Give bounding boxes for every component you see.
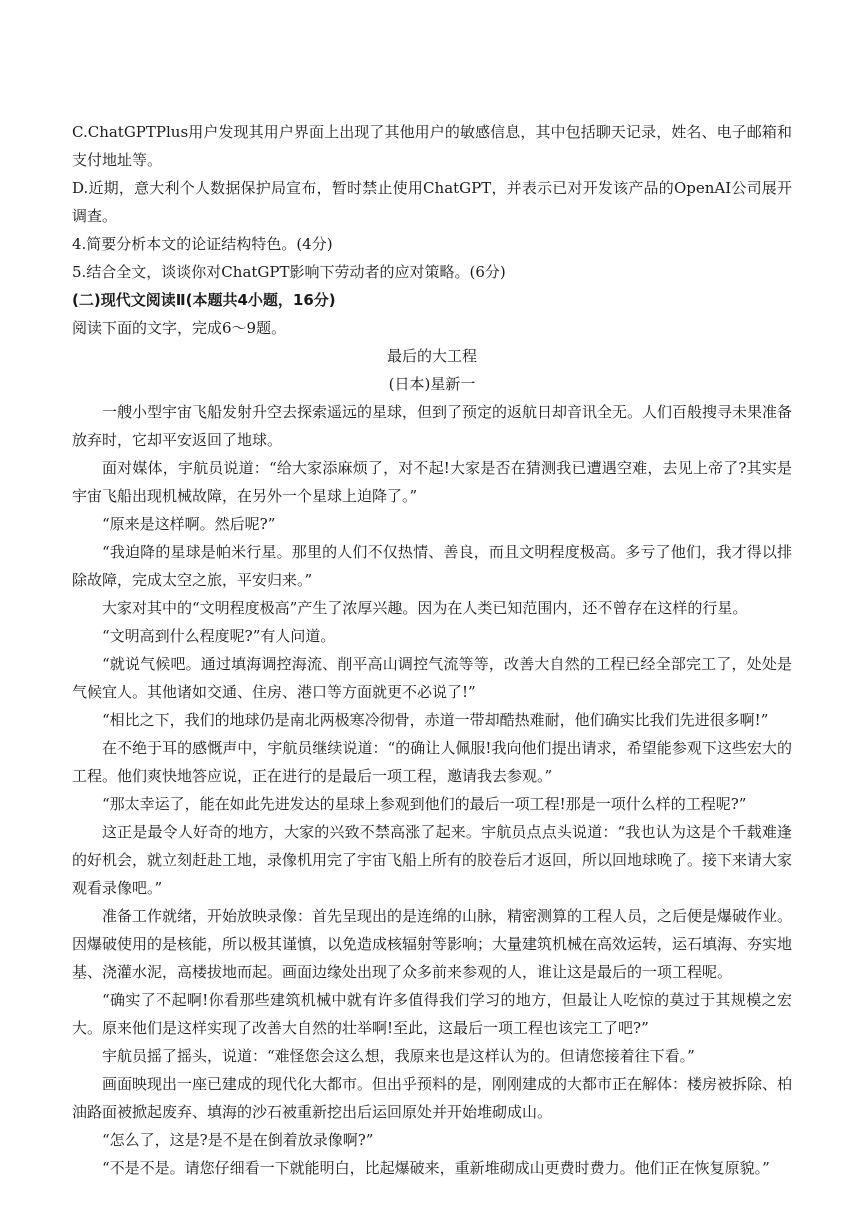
- story-paragraph: “原来是这样啊。然后呢?”: [102, 515, 276, 533]
- story-paragraph: 一艘小型宇宙飞船发射升空去探索遥远的星球，但到了预定的返航日却音讯全无。人们百般搜寻未果准备放弃时，它却平安返回了地球。: [72, 403, 793, 449]
- story-paragraph: 面对媒体，宇航员说道：“给大家添麻烦了，对不起!大家是否在猜测我已遭遇空难，去见上帝了?其实是宇宙飞船出现机械故障，在另外一个星球上迫降了。”: [72, 459, 792, 505]
- story-paragraph: 准备工作就绪，开始放映录像：首先呈现出的是连绵的山脉，精密测算的工程人员，之后便是爆破作业。因爆破使用的是核能，所以极其谨慎，以免造成核辐射等影响；大量建筑机械在高效运转，运石填海、夯实地基、浇灌水泥，高楼拔地而起。画面边缘处出现了众多前来参观的人，谁让这是最后的一项工程呢。: [72, 907, 793, 981]
- section-heading: (二)现代文阅读Ⅱ(本题共4小题，16分): [72, 291, 336, 309]
- story-paragraph: “不是不是。请您仔细看一下就能明白，比起爆破来，重新堆砌成山更费时费力。他们正在恢复原貌。”: [102, 1159, 770, 1177]
- story-paragraph: “我迫降的星球是帕米行星。那里的人们不仅热情、善良，而且文明程度极高。多亏了他们，我才得以排除故障，完成太空之旅，平安归来。”: [72, 543, 792, 589]
- story-paragraph: “文明高到什么程度呢?”有人问道。: [102, 627, 336, 645]
- story-paragraph: “怎么了，这是?是不是在倒着放录像啊?”: [102, 1131, 374, 1149]
- story-paragraph: 这正是最令人好奇的地方，大家的兴致不禁高涨了起来。宇航员点点头说道：“我也认为这是个千载难逢的好机会，就立刻赶赴工地，录像机用完了宇宙飞船上所有的胶卷后才返回，所以回地球晚了。接下来请大家观看录像吧。”: [72, 823, 793, 897]
- document-page: [72, 118, 792, 1182]
- story-paragraph: “确实了不起啊!你看那些建筑机械中就有许多值得我们学习的地方，但最让人吃惊的莫过于其规模之宏大。原来他们是这样实现了改善大自然的壮举啊!至此，这最后一项工程也该完工了吧?”: [72, 991, 792, 1037]
- story-author: (日本)星新一: [388, 375, 476, 393]
- question-5: 5.结合全文，谈谈你对ChatGPT影响下劳动者的应对策略。(6分): [72, 263, 506, 281]
- question-4: 4.简要分析本文的论证结构特色。(4分): [72, 235, 333, 253]
- section-instruction: 阅读下面的文字，完成6～9题。: [72, 319, 287, 337]
- story-paragraph: “就说气候吧。通过填海调控海流、削平高山调控气流等等，改善大自然的工程已经全部完工了，处处是气候宜人。其他诸如交通、住房、港口等方面就更不必说了!”: [72, 655, 792, 701]
- story-paragraph: 画面映现出一座已建成的现代化大都市。但出乎预料的是，刚刚建成的大都市正在解体：楼房被拆除、柏油路面被掀起废弃、填海的沙石被重新挖出后运回原处并开始堆砌成山。: [72, 1075, 793, 1121]
- option-c: C.ChatGPTPlus用户发现其用户界面上出现了其他用户的敏感信息，其中包括聊天记录，姓名、电子邮箱和支付地址等。: [72, 123, 792, 169]
- story-paragraph: 大家对其中的“文明程度极高”产生了浓厚兴趣。因为在人类已知范围内，还不曾存在这样的行星。: [102, 599, 748, 617]
- story-paragraph: “相比之下，我们的地球仍是南北两极寒冷彻骨，赤道一带却酷热难耐，他们确实比我们先进很多啊!”: [102, 711, 769, 729]
- story-paragraph: 宇航员摇了摇头，说道：“难怪您会这么想，我原来也是这样认为的。但请您接着往下看。”: [102, 1047, 695, 1065]
- option-d: D.近期，意大利个人数据保护局宣布，暂时禁止使用ChatGPT，并表示已对开发该产品的OpenAI公司展开调查。: [72, 179, 792, 225]
- story-title: 最后的大工程: [386, 347, 477, 365]
- story-paragraph: 在不绝于耳的感慨声中，宇航员继续说道：“的确让人佩服!我向他们提出请求，希望能参观下这些宏大的工程。他们爽快地答应说，正在进行的是最后一项工程，邀请我去参观。”: [72, 739, 792, 785]
- story-paragraph: “那太幸运了，能在如此先进发达的星球上参观到他们的最后一项工程!那是一项什么样的工程呢?”: [102, 795, 747, 813]
